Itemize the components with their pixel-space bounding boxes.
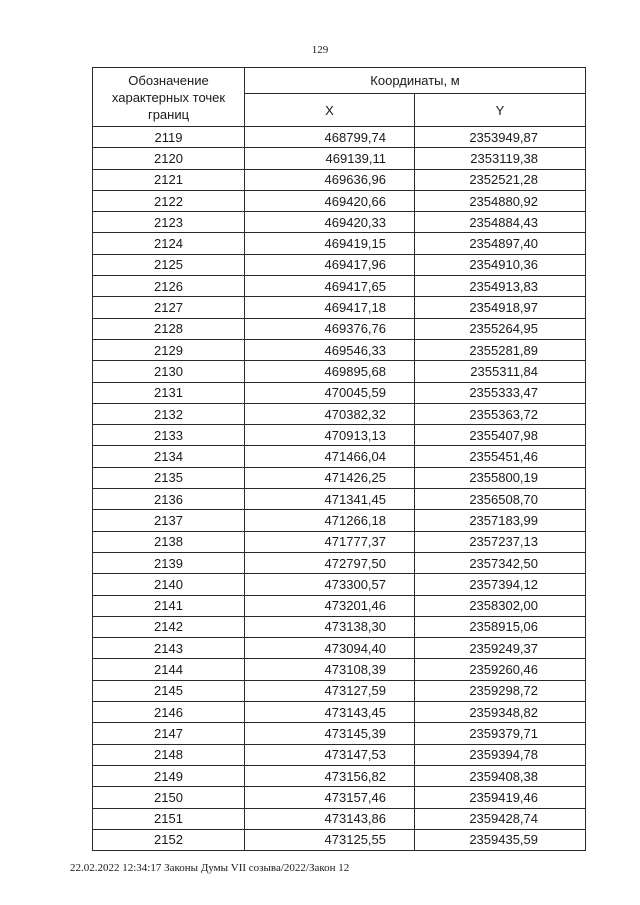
cell-y: 2355407,98 <box>415 425 586 446</box>
cell-y: 2358302,00 <box>415 595 586 616</box>
cell-point: 2140 <box>93 574 245 595</box>
table-row <box>93 212 586 233</box>
cell-y: 2355281,89 <box>415 339 586 360</box>
table-row <box>93 190 586 211</box>
table-row <box>93 467 586 488</box>
cell-y: 2355333,47 <box>415 382 586 403</box>
cell-x: 471466,04 <box>245 446 415 467</box>
table-row <box>93 297 586 318</box>
cell-x: 469546,33 <box>245 339 415 360</box>
cell-x: 470045,59 <box>245 382 415 403</box>
cell-x: 471341,45 <box>245 489 415 510</box>
cell-y: 2355800,19 <box>415 467 586 488</box>
cell-point: 2149 <box>93 765 245 786</box>
table-row <box>93 808 586 829</box>
table-row <box>93 638 586 659</box>
cell-y: 2355451,46 <box>415 446 586 467</box>
cell-y: 2358915,06 <box>415 616 586 637</box>
cell-y: 2353949,87 <box>415 127 586 148</box>
cell-x: 473143,45 <box>245 702 415 723</box>
cell-point: 2127 <box>93 297 245 318</box>
cell-x: 471777,37 <box>245 531 415 552</box>
table-row <box>93 489 586 510</box>
cell-y: 2352521,28 <box>415 169 586 190</box>
cell-y: 2359298,72 <box>415 680 586 701</box>
cell-point: 2138 <box>93 531 245 552</box>
cell-point: 2135 <box>93 467 245 488</box>
table-row <box>93 127 586 148</box>
table-row <box>93 723 586 744</box>
table-row <box>93 446 586 467</box>
cell-x: 468799,74 <box>245 127 415 148</box>
table-row <box>93 595 586 616</box>
table-row <box>93 403 586 424</box>
cell-y: 2359394,78 <box>415 744 586 765</box>
cell-x: 469376,76 <box>245 318 415 339</box>
cell-y: 2355264,95 <box>415 318 586 339</box>
cell-point: 2136 <box>93 489 245 510</box>
cell-x: 469417,65 <box>245 276 415 297</box>
cell-point: 2125 <box>93 254 245 275</box>
table-row <box>93 276 586 297</box>
cell-x: 471426,25 <box>245 467 415 488</box>
cell-point: 2150 <box>93 787 245 808</box>
table-row <box>93 318 586 339</box>
cell-point: 2147 <box>93 723 245 744</box>
page-number: 129 <box>311 44 329 56</box>
table-row <box>93 616 586 637</box>
cell-point: 2130 <box>93 361 245 382</box>
cell-point: 2137 <box>93 510 245 531</box>
cell-point: 2124 <box>93 233 245 254</box>
cell-y: 2359428,74 <box>415 808 586 829</box>
cell-point: 2129 <box>93 339 245 360</box>
cell-y: 2359348,82 <box>415 702 586 723</box>
cell-x: 469417,96 <box>245 254 415 275</box>
table-row <box>93 659 586 680</box>
cell-x: 469420,33 <box>245 212 415 233</box>
cell-x: 469417,18 <box>245 297 415 318</box>
cell-y: 2354880,92 <box>415 190 586 211</box>
table-row <box>93 510 586 531</box>
cell-y: 2357237,13 <box>415 531 586 552</box>
cell-point: 2131 <box>93 382 245 403</box>
cell-point: 2146 <box>93 702 245 723</box>
cell-point: 2152 <box>93 829 245 850</box>
cell-point: 2148 <box>93 744 245 765</box>
cell-y: 2359260,46 <box>415 659 586 680</box>
cell-x: 473143,86 <box>245 808 415 829</box>
table-row <box>93 574 586 595</box>
cell-point: 2139 <box>93 552 245 573</box>
table-row <box>93 829 586 850</box>
cell-y: 2354897,40 <box>415 233 586 254</box>
table-row <box>93 361 586 382</box>
cell-point: 2142 <box>93 616 245 637</box>
cell-y: 2354913,83 <box>415 276 586 297</box>
cell-x: 473127,59 <box>245 680 415 701</box>
cell-point: 2141 <box>93 595 245 616</box>
table-row <box>93 531 586 552</box>
table-body <box>93 127 586 851</box>
cell-point: 2123 <box>93 212 245 233</box>
cell-point: 2128 <box>93 318 245 339</box>
cell-x: 473138,30 <box>245 616 415 637</box>
cell-x: 473156,82 <box>245 765 415 786</box>
cell-x: 473201,46 <box>245 595 415 616</box>
cell-point: 2120 <box>93 148 245 169</box>
cell-x: 469636,96 <box>245 169 415 190</box>
cell-point: 2132 <box>93 403 245 424</box>
cell-y: 2354910,36 <box>415 254 586 275</box>
table-row <box>93 787 586 808</box>
table-row <box>93 339 586 360</box>
cell-x: 473145,39 <box>245 723 415 744</box>
footer-stamp: 22.02.2022 12:34:17 Законы Думы VII созыва/2022/Закон 12 <box>70 862 350 874</box>
cell-y: 2354918,97 <box>415 297 586 318</box>
cell-x: 469419,15 <box>245 233 415 254</box>
cell-x: 470913,13 <box>245 425 415 446</box>
table-row <box>93 744 586 765</box>
cell-x: 473125,55 <box>245 829 415 850</box>
cell-y: 2359435,59 <box>415 829 586 850</box>
cell-point: 2126 <box>93 276 245 297</box>
cell-x: 473094,40 <box>245 638 415 659</box>
cell-point: 2144 <box>93 659 245 680</box>
cell-point: 2145 <box>93 680 245 701</box>
cell-y: 2359419,46 <box>415 787 586 808</box>
cell-y: 2357183,99 <box>415 510 586 531</box>
cell-point: 2122 <box>93 190 245 211</box>
cell-x: 470382,32 <box>245 403 415 424</box>
table-row <box>93 680 586 701</box>
cell-point: 2121 <box>93 169 245 190</box>
table-row <box>93 552 586 573</box>
cell-point: 2134 <box>93 446 245 467</box>
table-row <box>93 765 586 786</box>
cell-y: 2359249,37 <box>415 638 586 659</box>
cell-x: 473157,46 <box>245 787 415 808</box>
cell-x: 471266,18 <box>245 510 415 531</box>
table-row <box>93 382 586 403</box>
cell-point: 2119 <box>93 127 245 148</box>
cell-y: 2354884,43 <box>415 212 586 233</box>
cell-y: 2355363,72 <box>415 403 586 424</box>
cell-point: 2151 <box>93 808 245 829</box>
table-row <box>93 702 586 723</box>
cell-y: 2359408,38 <box>415 765 586 786</box>
table-row <box>93 254 586 275</box>
cell-x: 469420,66 <box>245 190 415 211</box>
cell-y: 2355311,84 <box>415 361 586 382</box>
header-x: X <box>245 94 415 127</box>
cell-y: 2353119,38 <box>415 148 586 169</box>
cell-x: 473300,57 <box>245 574 415 595</box>
header-point-designation: Обозначение характерных точек границ <box>93 68 245 127</box>
table-row <box>93 425 586 446</box>
cell-x: 469895,68 <box>245 361 415 382</box>
cell-y: 2356508,70 <box>415 489 586 510</box>
cell-x: 472797,50 <box>245 552 415 573</box>
cell-y: 2357394,12 <box>415 574 586 595</box>
header-coordinates: Координаты, м <box>245 68 586 94</box>
cell-y: 2359379,71 <box>415 723 586 744</box>
table-row <box>93 233 586 254</box>
header-y: Y <box>415 94 586 127</box>
cell-x: 473108,39 <box>245 659 415 680</box>
table-row <box>93 148 586 169</box>
table-row <box>93 169 586 190</box>
cell-x: 473147,53 <box>245 744 415 765</box>
cell-point: 2133 <box>93 425 245 446</box>
cell-y: 2357342,50 <box>415 552 586 573</box>
cell-point: 2143 <box>93 638 245 659</box>
cell-x: 469139,11 <box>245 148 415 169</box>
coordinates-table <box>92 67 586 851</box>
